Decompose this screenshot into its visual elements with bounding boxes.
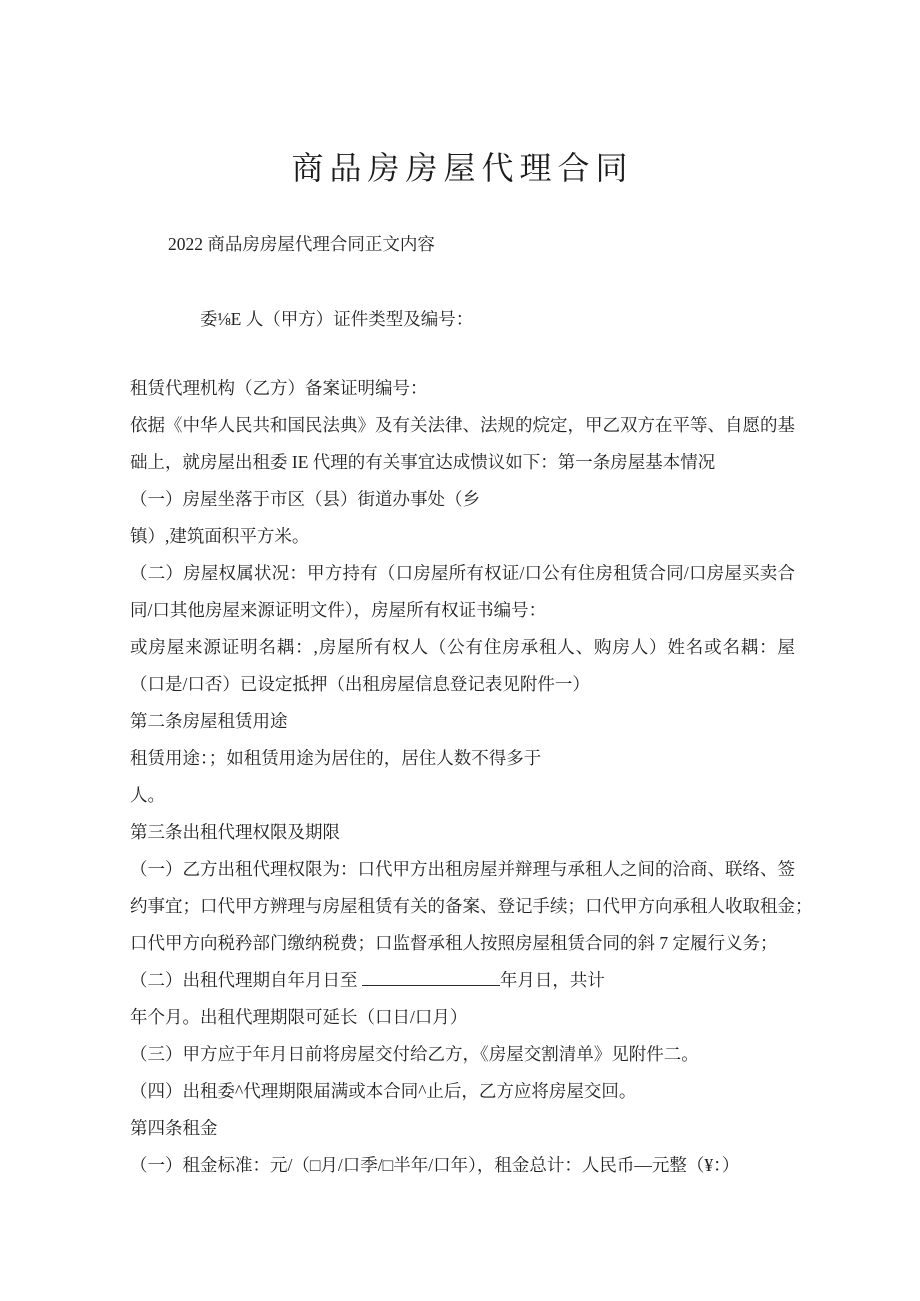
contract-line-with-blank — [130, 962, 795, 999]
party-b-line: 租赁代理机构（乙方）备案证明编号： — [130, 378, 428, 398]
blank-pre-text: （二）出租代理期自年月日至 — [130, 970, 362, 990]
contract-line: 年个月。出租代理期限可延长（口日/口月） — [130, 1007, 468, 1027]
section-heading: 第三条出租代理权限及期限 — [130, 822, 340, 842]
contract-line: （二）房屋权属状况：甲方持有（口房屋所有权证/口公有住房租赁合同/口房屋买卖合 — [130, 563, 795, 583]
fill-in-blank-line — [362, 971, 500, 986]
document-title: 商品房房屋代理合同 — [291, 150, 634, 186]
contract-line: 础上，就房屋出租委 IE 代理的有关事宜达成愦议如下：第一条房屋基本情况 — [130, 452, 716, 472]
contract-line: 依据《中华人民共和国民法典》及有关法律、法规的烷定，甲乙双方在平等、自愿的基 — [130, 415, 795, 435]
contract-line: 镇）,建筑面积平方米。 — [130, 526, 310, 546]
section-heading: 第四条租金 — [130, 1118, 218, 1138]
section-heading: 第二条房屋租赁用途 — [130, 711, 288, 731]
contract-line: （一）租金标准：元/（□月/口季/□半年/口年），租金总计：人民币—元整（¥：） — [130, 1155, 740, 1175]
contract-line: （一）乙方出租代理权限为：口代甲方出租房屋并辩理与承租人之间的洽商、联络、签 — [130, 859, 795, 879]
contract-line: 人。 — [130, 785, 165, 805]
party-a-line: 委⅛E 人（甲方）证件类型及编号： — [200, 309, 474, 329]
contract-line: 或房屋来源证明名耦：,房屋所有权人（公有住房承租人、购房人）姓名或名耦：屋 — [130, 637, 795, 657]
blank-post-text: 年月日，共计 — [499, 970, 605, 990]
contract-line: （口是/口否）已设定抵押（出租房屋信息登记表见附件一） — [130, 674, 590, 694]
contract-line: 租赁用途：；如租赁用途为居住的，居住人数不得多于 — [130, 748, 542, 768]
contract-line: 口代甲方向税矜部门缴纳税费；口监督承租人按照房屋租赁合同的斜 7 定履行义务； — [130, 933, 778, 953]
contract-line: （一）房屋坐落于市区（县）街道办事处（乡 — [130, 489, 480, 509]
contract-line: （三）甲方应于年月日前将房屋交付给乙方，《房屋交割清单》见附件二。 — [130, 1044, 699, 1064]
contract-line: 约事宜；口代甲方辨理与房屋租赁有关的备案、登记手续；口代甲方向承租人收取租金； — [130, 896, 813, 916]
contract-line: 同/口其他房屋来源证明文件），房屋所有权证书编号： — [130, 600, 547, 620]
contract-line: （四）出租委^代理期限届满或本合同^止后，乙方应将房屋交回。 — [130, 1081, 637, 1101]
subtitle-line: 2022 商品房房屋代理合同正文内容 — [168, 234, 435, 254]
